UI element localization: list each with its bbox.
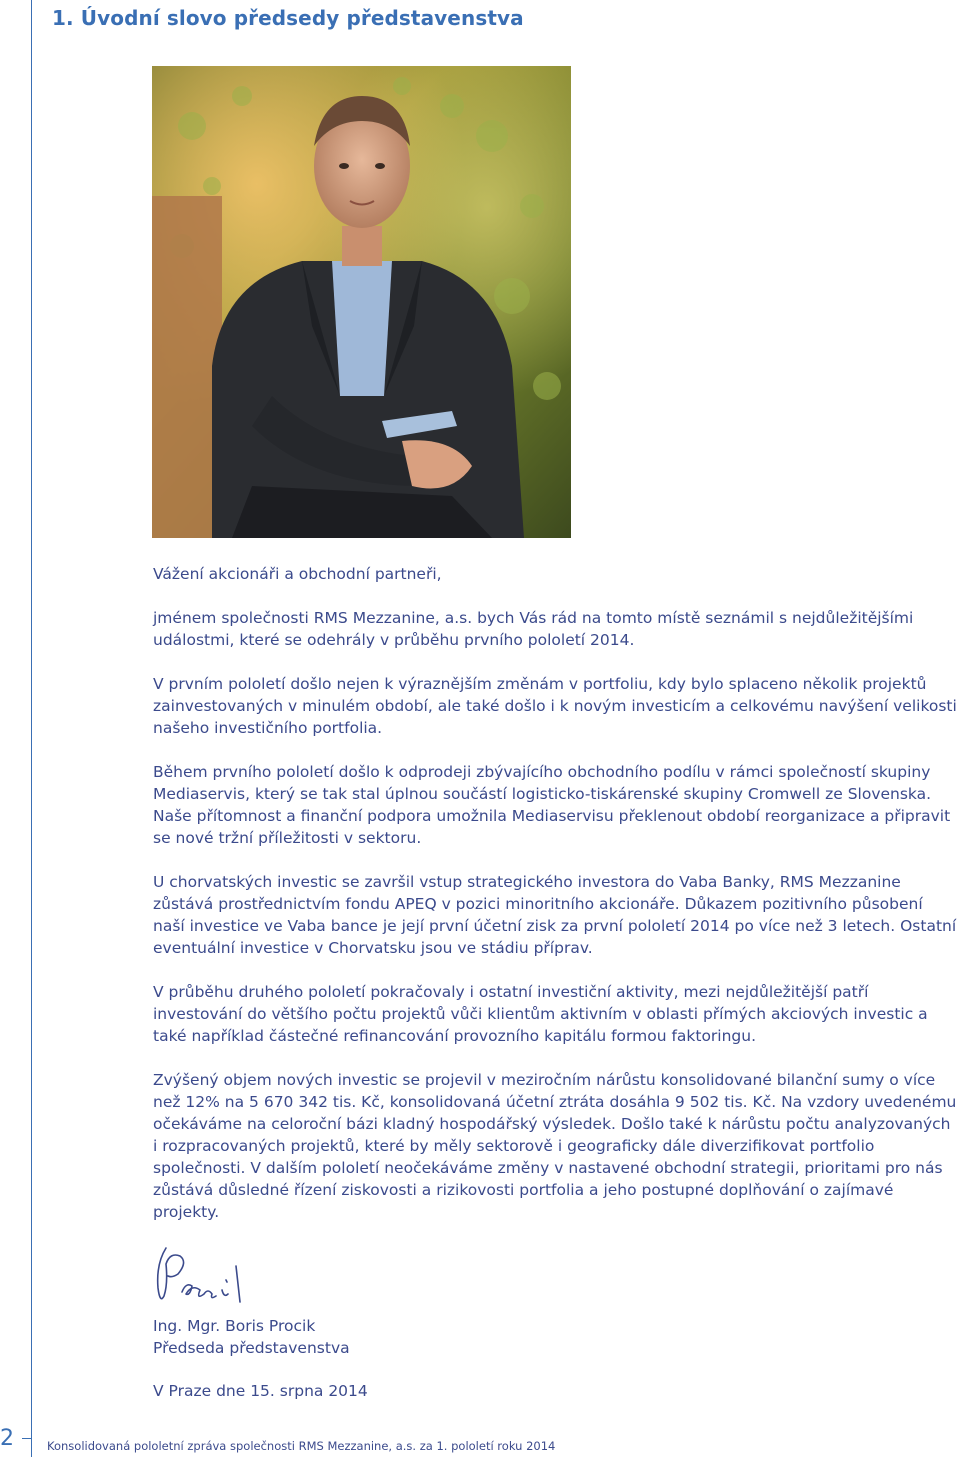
margin-rule-tick bbox=[22, 1438, 32, 1439]
letter-paragraph-6: Zvýšený objem nových investic se projevil v meziročním nárůstu konsolidované bilanční sumy o více než 12% na 5 670 342 tis. Kč, konsolidovaná účetní ztráta dosáhla 9 502 tis. Kč. Na vzdory uvedenému očekáváme na celoroční bázi kladný hospodářský výsledek. Došlo také k nárůstu počtu analyzovaných i rozpracovaných projektů, které by měly sektorově i geograficky dále diverzifikovat portfolio společnosti. V dalším pololetí neočekáváme změny v nastavené obchodní strategii, prioritami pro nás zůstává důsledné řízení ziskovosti a rizikovosti portfolia a jeho postupné doplňování o zajímavé projekty. bbox=[153, 1071, 957, 1221]
letter-paragraph-4: U chorvatských investic se završil vstup strategického investora do Vaba Banky, RMS Mezzanine zůstává prostřednictvím fondu APEQ v pozici minoritního akcionáře. Důkazem pozitivního působení naší investice ve Vaba bance je její první účetní zisk za první pololetí 2014 po více než 3 letech. Ostatní eventuální investice v Chorvatsku jsou ve stádiu příprav. bbox=[153, 873, 957, 957]
page-title: 1. Úvodní slovo předsedy představenstva bbox=[52, 6, 524, 30]
letter-paragraph-3: Během prvního pololetí došlo k odprodeji zbývajícího obchodního podílu v rámci společností skupiny Mediaservis, který se tak stal úplnou součástí logisticko-tiskárenské skupiny Cromwell ze Slovenska. Naše přítomnost a finanční podpora umožnila Mediaservisu překlenout období reorganizace a připravit se nové tržní příležitosti v sektoru. bbox=[153, 763, 951, 847]
letter-date: V Praze dne 15. srpna 2014 bbox=[153, 1382, 368, 1400]
page-number: 2 bbox=[0, 1426, 14, 1451]
signature-icon bbox=[152, 1244, 252, 1310]
letter-paragraph-2: V prvním pololetí došlo nejen k výraznějším změnám v portfoliu, kdy bylo splaceno několik projektů zainvestovaných v minulém období, ale také došlo i k novým investicím a celkovému navýšení velikosti našeho investičního portfolia. bbox=[153, 675, 957, 737]
signer-role: Předseda představenstva bbox=[153, 1339, 350, 1357]
portrait-photo-icon bbox=[152, 66, 571, 538]
signature bbox=[152, 1244, 252, 1310]
letter-paragraph-1: jménem společnosti RMS Mezzanine, a.s. bych Vás rád na tomto místě seznámil s nejdůležitějšími událostmi, které se odehrály v průběhu prvního pololetí 2014. bbox=[153, 609, 914, 649]
letter-greeting: Vážení akcionáři a obchodní partneři, bbox=[153, 565, 442, 583]
signer-block bbox=[153, 1315, 350, 1359]
letter-body bbox=[153, 563, 959, 1223]
portrait-photo bbox=[152, 66, 571, 538]
margin-rule-vertical bbox=[31, 0, 32, 1457]
footer-text: Konsolidovaná pololetní zpráva společnosti RMS Mezzanine, a.s. za 1. pololetí roku 2014 bbox=[47, 1439, 556, 1453]
letter-paragraph-5: V průběhu druhého pololetí pokračovaly i ostatní investiční aktivity, mezi nejdůležitější patří investování do většího počtu projektů vůči klientům aktivním v oblasti přímých akciových investic a také například částečné refinancování provozního kapitálu formou faktoringu. bbox=[153, 983, 928, 1045]
signer-name: Ing. Mgr. Boris Procik bbox=[153, 1317, 316, 1335]
